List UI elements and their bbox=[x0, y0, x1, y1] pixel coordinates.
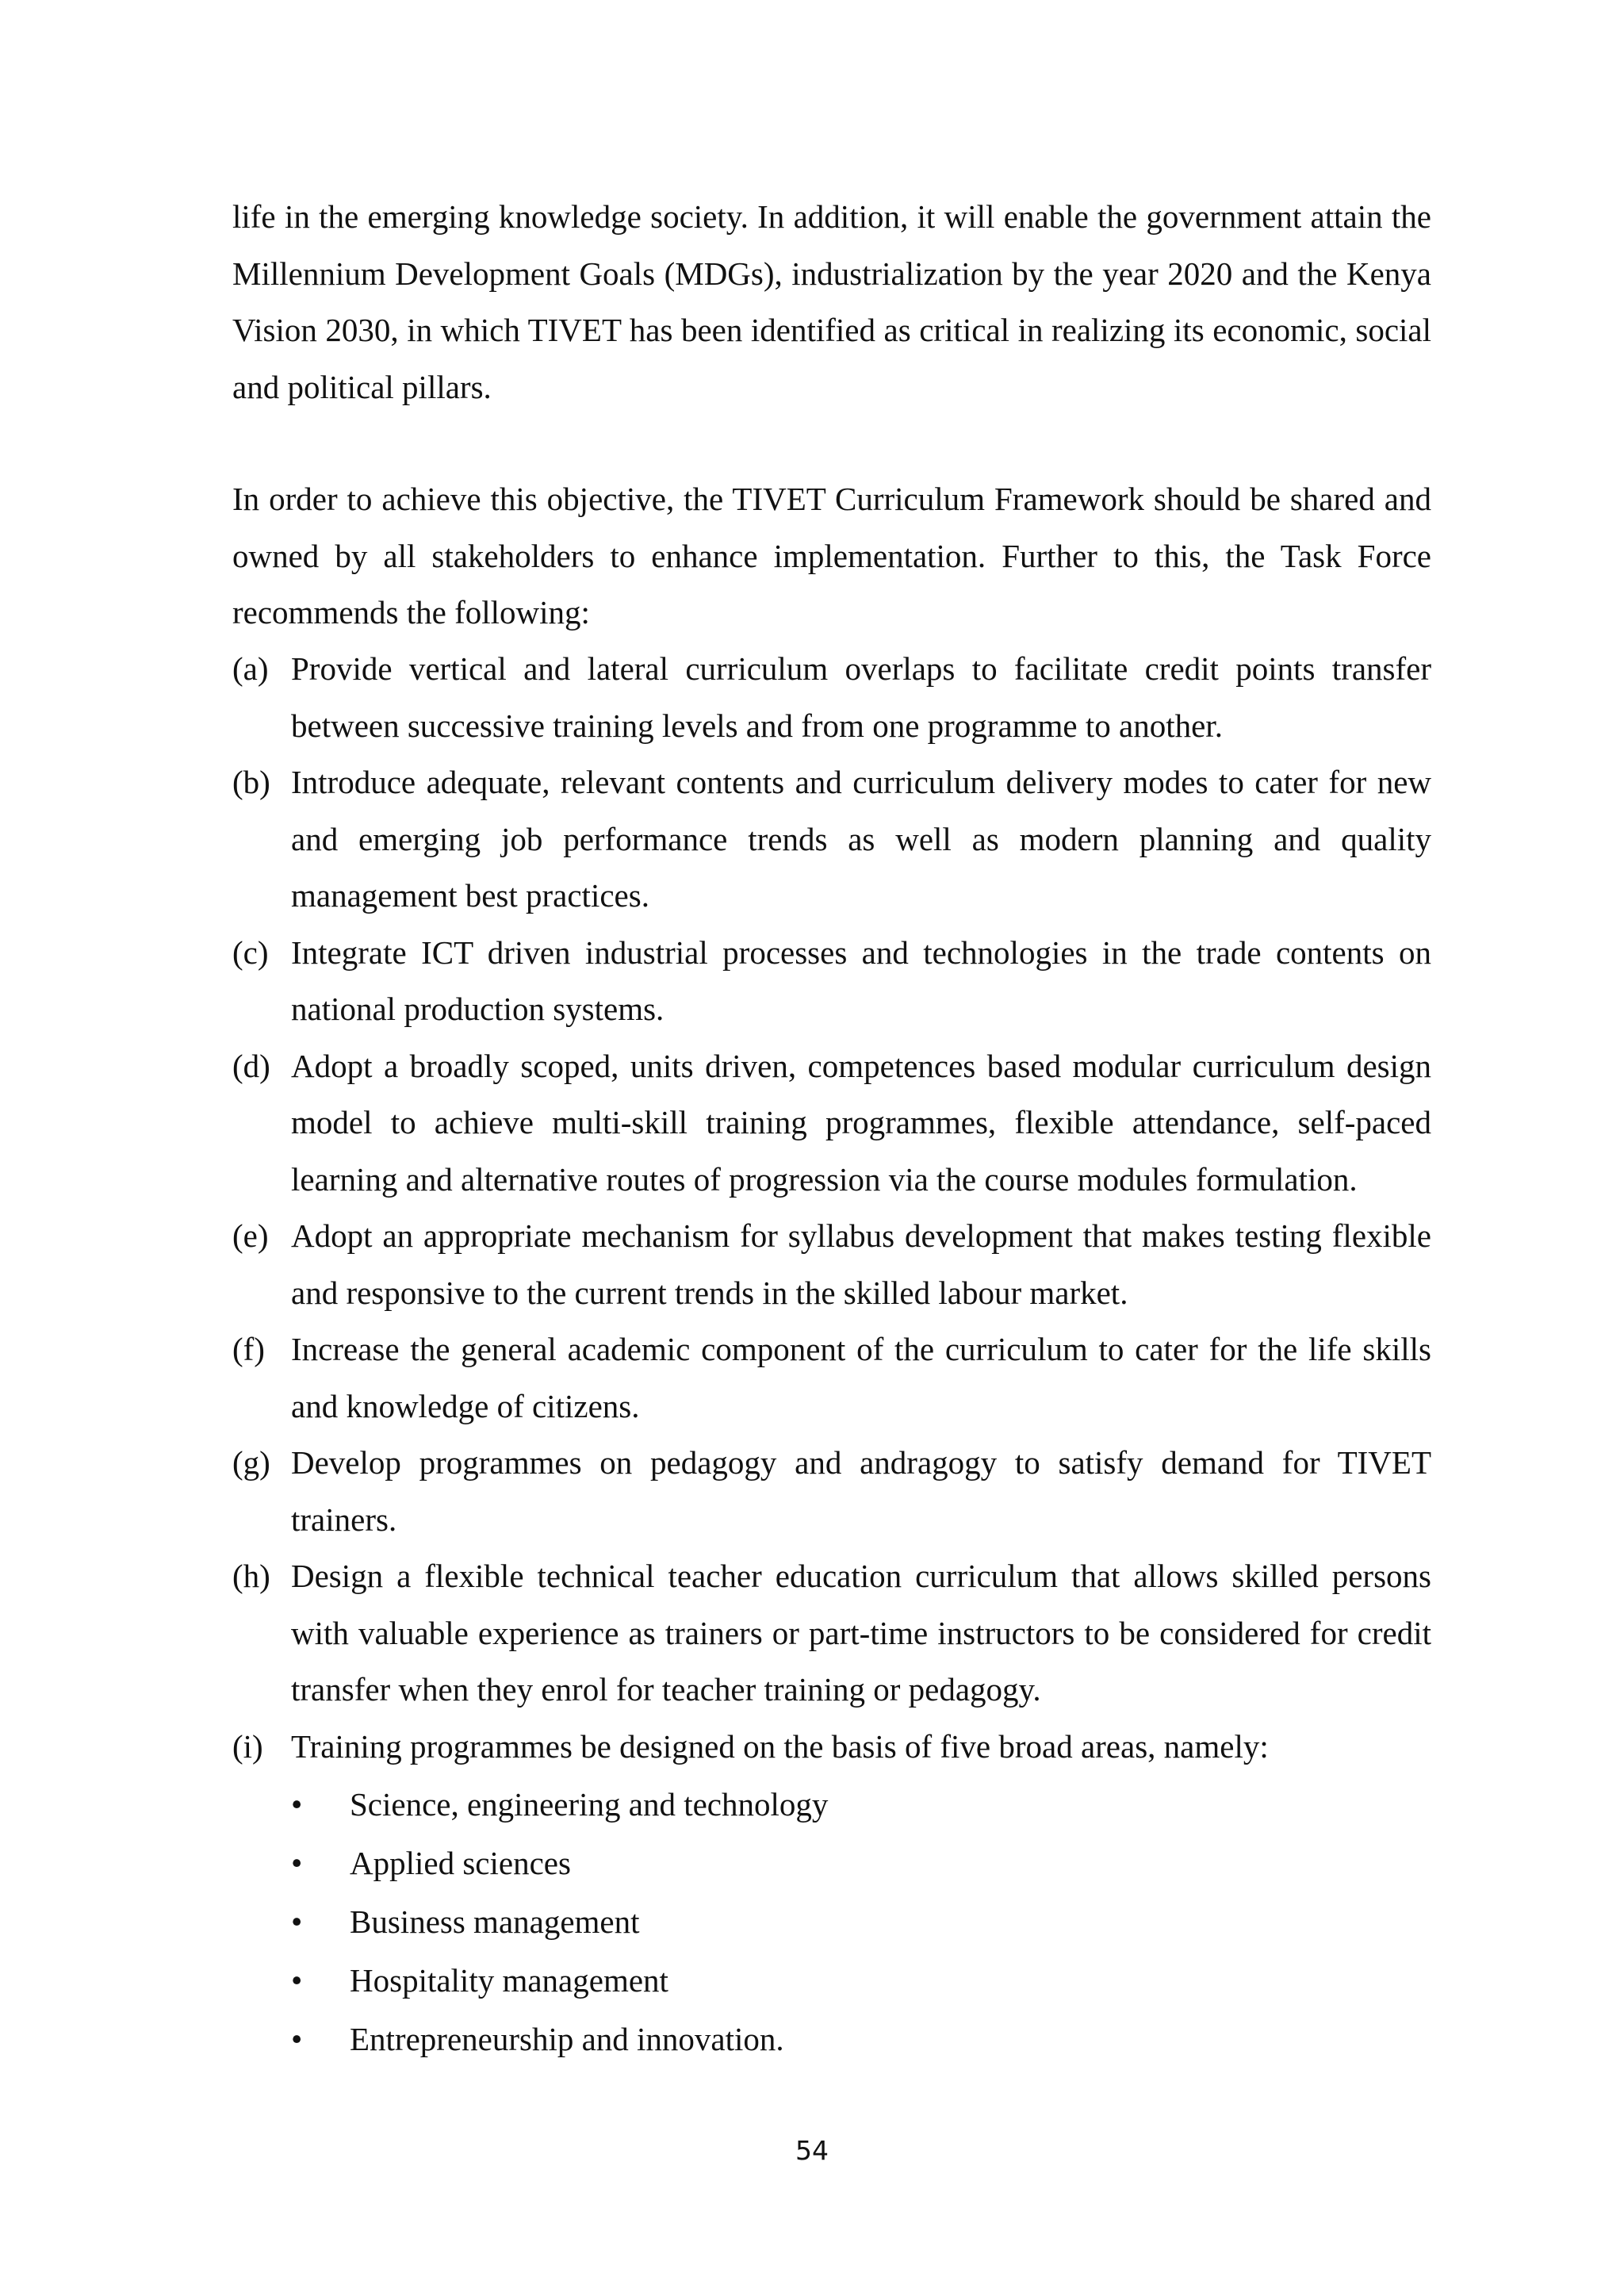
list-item bbox=[232, 1719, 1431, 2069]
list-item bbox=[232, 1208, 1431, 1321]
list-item-text: Training programmes be designed on the basis of five broad areas, namely: bbox=[291, 1727, 1269, 1765]
list-item-text: Integrate ICT driven industrial processes and technologies in the trade contents on national production systems. bbox=[291, 933, 1431, 1027]
list-item bbox=[232, 641, 1431, 754]
bullet-item bbox=[291, 1951, 1431, 2010]
bullet-item bbox=[291, 1892, 1431, 1951]
body-paragraph: life in the emerging knowledge society. In addition, it will enable the government attain the Millennium Development Goals (MDGs), industrialization by the year 2020 and the Kenya Vision 2030, in which TIVET has been identified as critical in realizing its economic, social and political pillars. bbox=[232, 198, 1431, 405]
list-item-text: Develop programmes on pedagogy and andragogy to satisfy demand for TIVET trainers. bbox=[291, 1444, 1431, 1538]
list-item bbox=[232, 1435, 1431, 1548]
recommendations-list bbox=[232, 641, 1431, 2068]
list-marker: (b) bbox=[232, 764, 270, 800]
body-paragraph: In order to achieve this objective, the TIVET Curriculum Framework should be shared and owned by all stakeholders to enhance implementation. Further to this, the Task Force recommends the following: bbox=[232, 481, 1431, 631]
list-marker: (g) bbox=[232, 1444, 270, 1481]
list-item-text: Provide vertical and lateral curriculum overlaps to facilitate credit points transfer between successive training levels and from one programme to another. bbox=[291, 650, 1431, 744]
list-marker: (h) bbox=[232, 1558, 270, 1594]
list-item bbox=[232, 1038, 1431, 1209]
list-item bbox=[232, 754, 1431, 925]
list-item bbox=[232, 1548, 1431, 1719]
bullet-item bbox=[291, 2010, 1431, 2068]
page-number: 54 bbox=[795, 2135, 829, 2166]
list-item bbox=[232, 1321, 1431, 1435]
bullet-icon: • bbox=[291, 1845, 303, 1881]
bullet-icon: • bbox=[291, 1903, 303, 1940]
list-item-text: Introduce adequate, relevant contents and curriculum delivery modes to cater for new and emerging job performance trends as well as modern planning and quality management best practices. bbox=[291, 764, 1431, 914]
list-item-text: Adopt a broadly scoped, units driven, competences based modular curriculum design model to achieve multi-skill training programmes, flexible attendance, self-paced learning and alternative routes of progression via the course modules formulation. bbox=[291, 1047, 1431, 1198]
list-marker: (c) bbox=[232, 933, 269, 971]
bullet-icon: • bbox=[291, 1786, 303, 1823]
bullet-item-text: Applied sciences bbox=[350, 1845, 571, 1881]
bullet-item-text: Entrepreneurship and innovation. bbox=[350, 2021, 784, 2057]
list-marker: (i) bbox=[232, 1727, 263, 1765]
bullet-item-text: Science, engineering and technology bbox=[350, 1786, 829, 1823]
bullet-item-text: Business management bbox=[350, 1903, 640, 1940]
list-marker: (d) bbox=[232, 1047, 270, 1084]
bullet-icon: • bbox=[291, 2021, 303, 2057]
list-item-text: Increase the general academic component of the curriculum to cater for the life skills and knowledge of citizens. bbox=[291, 1331, 1431, 1424]
bullet-icon: • bbox=[291, 1962, 303, 1999]
bullet-item bbox=[291, 1775, 1431, 1834]
bullet-item-text: Hospitality management bbox=[350, 1962, 668, 1999]
list-marker: (e) bbox=[232, 1217, 269, 1254]
list-item bbox=[232, 925, 1431, 1038]
bullet-item bbox=[291, 1834, 1431, 1892]
list-marker: (f) bbox=[232, 1331, 265, 1367]
list-item-text: Design a flexible technical teacher education curriculum that allows skilled persons with valuable experience as trainers or part-time instructors to be considered for credit transfer when they enrol for teacher training or pedagogy. bbox=[291, 1558, 1431, 1708]
broad-areas-list bbox=[291, 1775, 1431, 2068]
list-marker: (a) bbox=[232, 650, 269, 687]
list-item-text: Adopt an appropriate mechanism for syllabus development that makes testing flexible and responsive to the current trends in the skilled labour market. bbox=[291, 1217, 1431, 1311]
